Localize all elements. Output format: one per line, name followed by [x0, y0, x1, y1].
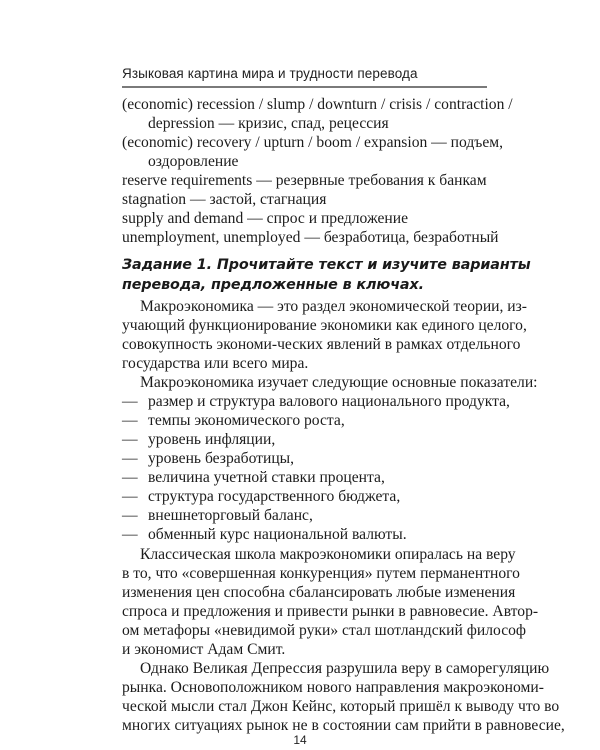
list-dash: —	[122, 431, 138, 448]
list-dash: —	[122, 393, 138, 410]
list-item: обменный курс национальной валюты.	[148, 526, 407, 543]
paragraph-line: учающий функционирование экономики как единого целого,	[122, 317, 527, 334]
paragraph-line: изменения цен способна сбалансировать любые изменения	[122, 584, 516, 601]
paragraph-line: Макроэкономика изучает следующие основные показатели:	[140, 374, 538, 391]
paragraph-line: государства или всего мира.	[122, 355, 309, 372]
list-item: структура государственного бюджета,	[148, 488, 401, 505]
paragraph-line: совокупность экономи-ческих явлений в рамках отдельного	[122, 336, 521, 353]
list-item: уровень инфляции,	[148, 431, 276, 448]
header-rule	[122, 86, 487, 88]
paragraph-line: в то, что «совершенная конкуренция» путем перманентного	[122, 565, 520, 582]
exercise-heading-line: Задание 1. Прочитайте текст и изучите варианты	[122, 257, 531, 273]
paragraph-line: Классическая школа макроэкономики опиралась на веру	[140, 546, 516, 563]
list-dash: —	[122, 469, 138, 486]
page-number: 14	[293, 733, 307, 747]
list-item: темпы экономического роста,	[148, 412, 345, 429]
list-dash: —	[122, 488, 138, 505]
list-item: уровень безработицы,	[148, 450, 295, 467]
glossary-line: reserve requirements — резервные требования к банкам	[122, 172, 487, 189]
glossary-line-cont: depression — кризис, спад, рецессия	[148, 115, 389, 132]
glossary-line: supply and demand — спрос и предложение	[122, 210, 409, 227]
paragraph-line: рынка. Основоположником нового направления макроэкономи-	[122, 679, 544, 696]
paragraph-line: ческой мысли стал Джон Кейнс, который пришёл к выводу что во	[122, 698, 560, 715]
paragraph-line: и экономист Адам Смит.	[122, 641, 286, 658]
glossary-line: (economic) recovery / upturn / boom / expansion — подъем,	[122, 134, 504, 151]
glossary-line: unemployment, unemployed — безработица, безработный	[122, 229, 499, 246]
paragraph-line: ом метафоры «невидимой руки» стал шотландский философ	[122, 622, 527, 639]
list-item: внешнеторговый баланс,	[148, 507, 313, 524]
list-dash: —	[122, 507, 138, 524]
list-dash: —	[122, 526, 138, 543]
list-dash: —	[122, 412, 138, 429]
paragraph-line: Однако Великая Депрессия разрушила веру в саморегуляцию	[140, 660, 550, 677]
glossary-line-cont: оздоровление	[148, 153, 239, 170]
exercise-heading-line: перевода, предложенные в ключах.	[122, 277, 424, 293]
paragraph-line: многих ситуациях рынок не в состоянии сам прийти в равновесие,	[122, 717, 565, 734]
paragraph-line: Макроэкономика — это раздел экономической теории, из-	[140, 298, 528, 315]
glossary-line: stagnation — застой, стагнация	[122, 191, 327, 208]
list-dash: —	[122, 450, 138, 467]
list-item: величина учетной ставки процента,	[148, 469, 385, 486]
list-item: размер и структура валового национального продукта,	[148, 393, 510, 410]
running-header: Языковая картина мира и трудности перевода	[122, 66, 418, 81]
glossary-line: (economic) recession / slump / downturn / crisis / contraction /	[122, 96, 513, 113]
paragraph-line: спроса и предложения и привести рынки в равновесие. Автор-	[122, 603, 539, 620]
